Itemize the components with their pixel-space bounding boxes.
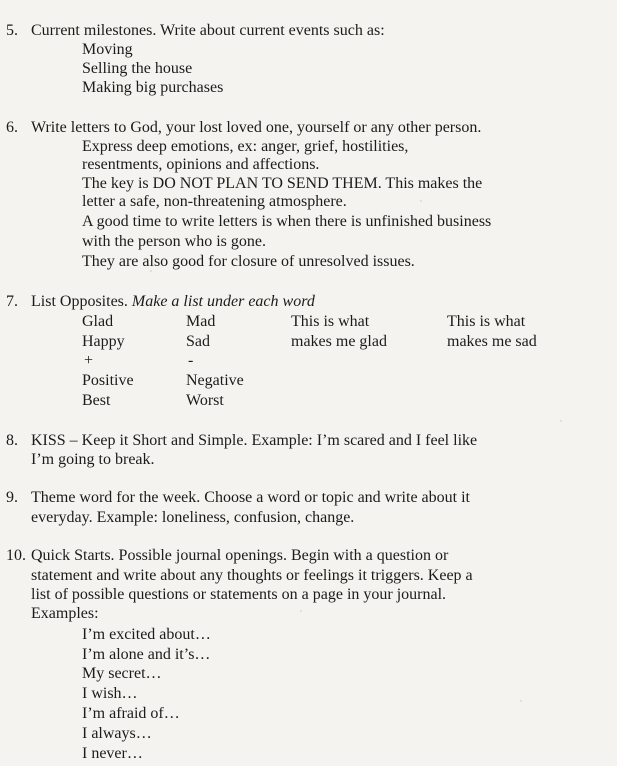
item-10-example-3: My secret… bbox=[82, 665, 162, 682]
item-9-number: 9. bbox=[6, 489, 18, 506]
item-8-line-2: I’m going to break. bbox=[31, 451, 155, 468]
opposites-col2-5: Worst bbox=[186, 392, 224, 409]
item-10-line-2: statement and write about any thoughts or feelings it triggers. Keep a bbox=[31, 567, 473, 584]
item-6-heading: Write letters to God, your lost loved one, yourself or any other person. bbox=[31, 119, 482, 136]
item-10-example-6: I always… bbox=[82, 725, 152, 742]
scan-speck bbox=[420, 200, 422, 202]
opposites-col1-4: Positive bbox=[82, 372, 134, 389]
scan-speck bbox=[560, 420, 562, 422]
item-9-line-2: everyday. Example: loneliness, confusion, change. bbox=[31, 509, 355, 526]
item-9-line-1: Theme word for the week. Choose a word or topic and write about it bbox=[31, 489, 470, 506]
item-10-line-4: Examples: bbox=[31, 605, 99, 622]
item-5-sub-3: Making big purchases bbox=[82, 79, 224, 96]
opposites-col1-2: Happy bbox=[82, 333, 125, 350]
item-7-number: 7. bbox=[6, 293, 18, 310]
item-10-number: 10. bbox=[6, 547, 26, 564]
item-7-heading-text: List Opposites. bbox=[31, 293, 128, 310]
opposites-col4-2: makes me sad bbox=[447, 333, 537, 350]
item-10-example-5: I’m afraid of… bbox=[82, 705, 180, 722]
item-10-line-3: list of possible questions or statements on a page in your journal. bbox=[31, 586, 447, 603]
item-8-line-1: KISS – Keep it Short and Simple. Example: I’m scared and I feel like bbox=[31, 432, 478, 449]
item-10-example-7: I never… bbox=[82, 745, 143, 762]
opposites-col1-5: Best bbox=[82, 392, 111, 409]
item-6-line-4: letter a safe, non-threatening atmosphere. bbox=[82, 193, 347, 210]
scan-speck bbox=[300, 610, 302, 612]
item-5-sub-2: Selling the house bbox=[82, 60, 193, 77]
item-5-number: 5. bbox=[6, 22, 18, 39]
item-6-line-6: with the person who is gone. bbox=[82, 233, 266, 250]
item-6-line-3: The key is DO NOT PLAN TO SEND THEM. This makes the bbox=[82, 175, 483, 192]
opposites-col3-2: makes me glad bbox=[291, 333, 387, 350]
item-10-example-1: I’m excited about… bbox=[82, 626, 211, 643]
opposites-col2-4: Negative bbox=[186, 372, 244, 389]
item-6-number: 6. bbox=[6, 119, 18, 136]
item-6-line-1: Express deep emotions, ex: anger, grief, hostilities, bbox=[82, 138, 409, 155]
item-8-number: 8. bbox=[6, 432, 18, 449]
opposites-col2-1: Mad bbox=[186, 313, 216, 330]
opposites-col1-1: Glad bbox=[82, 313, 114, 330]
item-6-line-7: They are also good for closure of unresolved issues. bbox=[82, 253, 415, 270]
opposites-col4-1: This is what bbox=[447, 313, 526, 330]
scan-speck bbox=[150, 270, 152, 272]
item-5-heading: Current milestones. Write about current events such as: bbox=[31, 22, 385, 39]
opposites-col1-3: + bbox=[84, 352, 94, 369]
item-7-heading bbox=[31, 292, 315, 311]
item-6-line-5: A good time to write letters is when there is unfinished business bbox=[82, 213, 492, 230]
scan-speck bbox=[520, 700, 522, 702]
opposites-col3-1: This is what bbox=[291, 313, 370, 330]
item-10-example-4: I wish… bbox=[82, 685, 138, 702]
item-6-line-2: resentments, opinions and affections. bbox=[82, 156, 320, 173]
item-7-heading-italic: Make a list under each word bbox=[131, 293, 315, 310]
opposites-col2-2: Sad bbox=[186, 333, 210, 350]
item-5-sub-1: Moving bbox=[82, 41, 133, 58]
item-10-example-2: I’m alone and it’s… bbox=[82, 646, 211, 663]
item-10-line-1: Quick Starts. Possible journal openings. Begin with a question or bbox=[31, 547, 449, 564]
opposites-col2-3: - bbox=[188, 352, 194, 369]
